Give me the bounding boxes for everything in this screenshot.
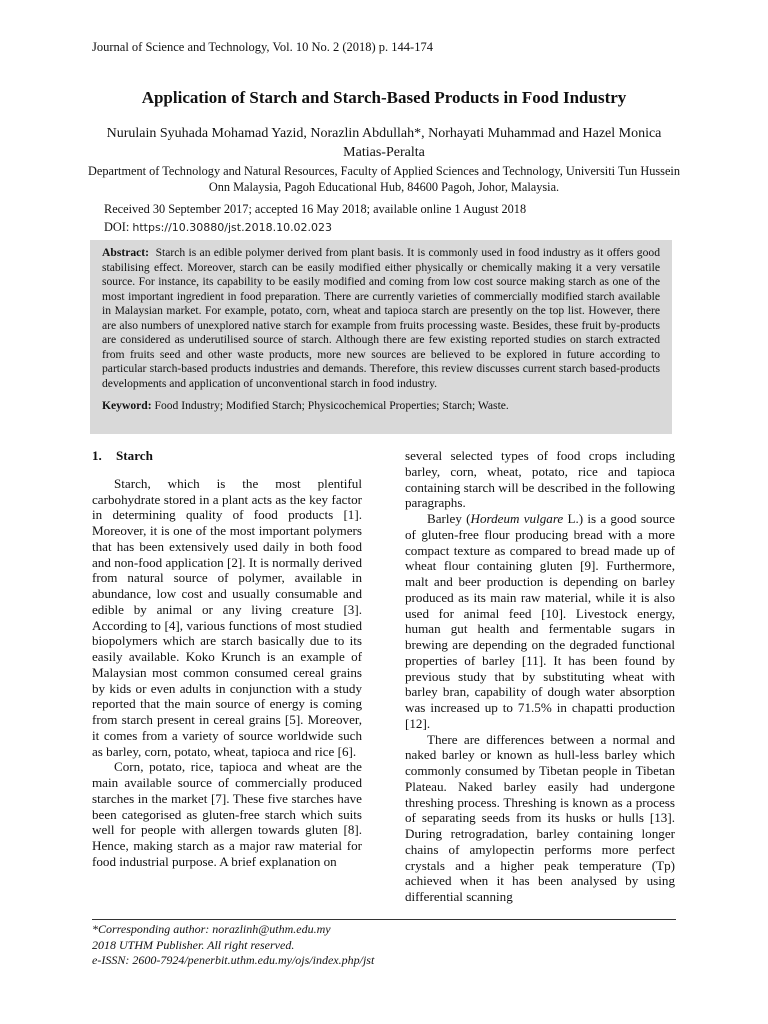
- text-run: Barley (: [427, 511, 471, 526]
- publication-dates: Received 30 September 2017; accepted 16 May 2018; available online 1 August 2018: [104, 202, 527, 216]
- paragraph: There are differences between a normal and naked barley or known as hull-less barley which commonly consumed by Tibetan people in Tibetan Plateau. Naked barley easily had undergone threshing process. Threshing is known as a process of separating seeds from its husks or hulls [13]. During retrogradation, barley containing longer chains of amylopectin performs more perfect crystals and a higher peak temperature (Tp) achieved when it has been analysed by using differential scanning: [405, 731, 675, 904]
- abstract-label: Abstract:: [102, 246, 150, 259]
- doi-link[interactable]: https://10.30880/jst.2018.10.02.023: [132, 221, 333, 234]
- footnote-divider: [92, 919, 676, 920]
- affiliation: Department of Technology and Natural Resources, Faculty of Applied Sciences and Technology, Universiti Tun Hussein Onn Malaysia, Pagoh Educational Hub, 84600 Pagoh, Johor, Malaysia.: [88, 164, 680, 194]
- paragraph: Starch, which is the most plentiful carbohydrate stored in a plant acts as the key factor in determining quality of food products [1]. Moreover, it is one of the most important polymers that has been extensively used daily in both food and non-food application [2]. It is normally derived from natural source of polymer, available in abundance, low cost and usually consumable and edible by animal or any living creature [3]. According to [4], various functions of most studied biopolymers which are starch basically due to its easily available. Koko Krunch is an example of Malaysian most common consumed cereal grains by kids or even adults in conjunction with a study reported that the main source of energy is coming from starch present in cereal grains [5]. Moreover, it comes from a variety of source worldwide such as barley, corn, potato, wheat, tapioca and rice [6].: [92, 475, 362, 759]
- publisher-notice: 2018 UTHM Publisher. All right reserved.: [92, 937, 295, 952]
- right-column: [405, 448, 675, 905]
- issn-line: e-ISSN: 2600-7924/penerbit.uthm.edu.my/ojs/index.php/jst: [92, 953, 375, 967]
- text-run: L.) is a good source of gluten-free flour producing bread with a more compact texture as compared to bread made up of wheat flour containing gluten [9]. Furthermore, malt and beer production is depending on barley produced as its main raw material, while it is also used for animal feed [10]. Livestock energy, human gut health and fermentable sugars in brewing are depending on the degraded functional properties of barley [11]. It has been found by previous study that by substituting wheat with barley bran, capability of dough water absorption was increased up to 71.5% in chapatti production [12].: [405, 511, 675, 731]
- footnotes: [92, 922, 374, 969]
- keyword-list: Food Industry; Modified Starch; Physicochemical Properties; Starch; Waste.: [154, 399, 509, 412]
- abstract: [102, 246, 660, 391]
- section-title: Starch: [116, 448, 153, 463]
- keywords: [102, 399, 660, 414]
- corresponding-author: *Corresponding author: norazlinh@uthm.edu.my: [92, 922, 331, 936]
- author-list: Nurulain Syuhada Mohamad Yazid, Norazlin Abdullah*, Norhayati Muhammad and Hazel Monica Matias-Peralta: [106, 126, 662, 160]
- section-heading: [92, 448, 362, 464]
- doi-label: DOI:: [104, 220, 130, 234]
- doi-line: [104, 220, 332, 235]
- paper-title: Application of Starch and Starch-Based Products in Food Industry: [141, 88, 627, 107]
- section-number: 1.: [92, 448, 102, 463]
- abstract-text: Starch is an edible polymer derived from plant basis. It is commonly used in food industry as it offers good stabilising effect. Moreover, starch can be easily modified either physically or chemically making it a very versatile source. For instance, its capability to be easily modified and coming from low cost source making starch as one of the most important ingredient in food preparation. There are currently varieties of commercially modified starch available in Malaysian market. For example, potato, corn, wheat and tapioca starch are presently on the top list. However, there are also numbers of unexplored native starch for example from fruits processing waste. Besides, these fruit by-products are considered as underutilised source of starch. Although there are few existing reported studies on starch extracted from fruits seed and other waste products, more new sources are believed to be explored in future according to particular starch-based products industries and demands. Therefore, this review discusses current starch based-products developments and application of unconventional starch in food industry.: [102, 246, 660, 390]
- abstract-box: [90, 240, 672, 434]
- species-name: Hordeum vulgare: [470, 511, 564, 526]
- keyword-label: Keyword:: [102, 399, 152, 412]
- left-column: [92, 448, 362, 870]
- paragraph: Corn, potato, rice, tapioca and wheat are the main available source of commercially produced starches in the market [7]. These five starches have been categorised as gluten-free starch which suits well for people with allergen towards gluten [8]. Hence, making starch as a major raw material for food industrial purpose. A brief explanation on: [92, 759, 362, 869]
- paragraph-barley: [405, 511, 675, 732]
- paragraph: several selected types of food crops including barley, corn, wheat, potato, rice and tapioca containing starch will be described in the following paragraphs.: [405, 448, 675, 511]
- running-header: Journal of Science and Technology, Vol. 10 No. 2 (2018) p. 144-174: [92, 40, 433, 54]
